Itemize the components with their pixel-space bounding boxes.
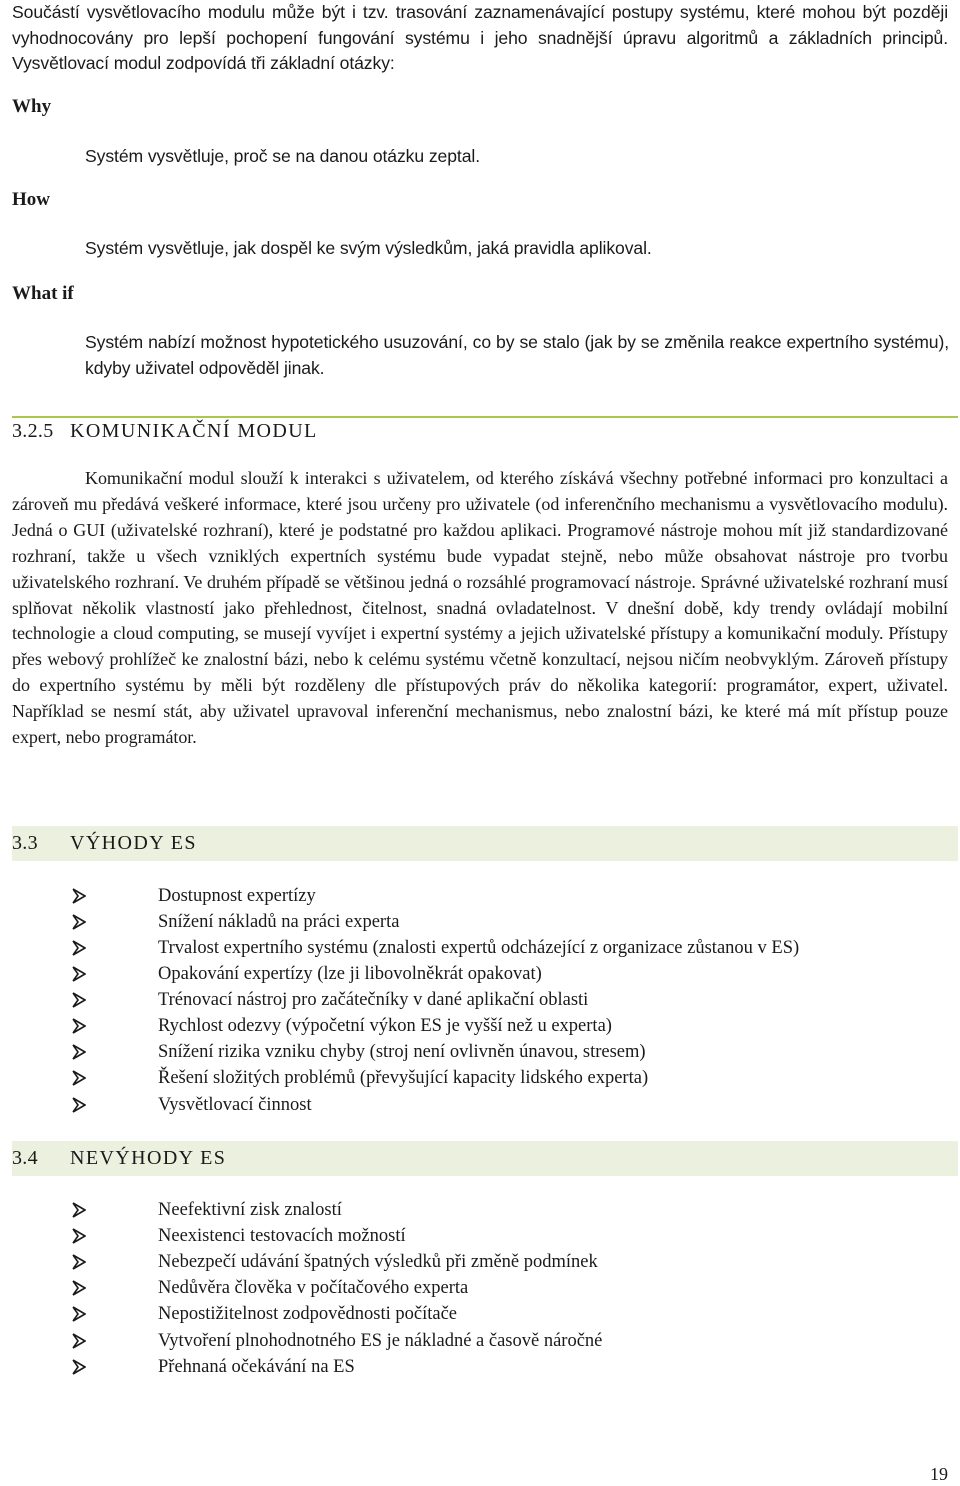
question-text-what-if: Systém nabízí možnost hypotetického usuzování, co by se stalo (jak by se změnila reakce expertního systému), kdyby uživatel odpověděl jinak. xyxy=(85,332,949,378)
section-title: VÝHODY ES xyxy=(70,832,197,854)
section-title: NEVÝHODY ES xyxy=(70,1147,227,1169)
arrowhead-bullet-icon xyxy=(72,888,86,904)
section-heading-komunikacni-modul xyxy=(12,416,958,450)
question-label-what-if: What if xyxy=(12,283,74,304)
arrowhead-bullet-icon xyxy=(72,966,86,982)
page-number: 19 xyxy=(930,1464,948,1484)
list-item-text: Nedůvěra člověka v počítačového experta xyxy=(158,1278,469,1298)
question-label-why: Why xyxy=(12,96,52,117)
list-item-text: Řešení složitých problémů (převyšující kapacity lidského experta) xyxy=(158,1068,649,1088)
list-item-text: Rychlost odezvy (výpočetní výkon ES je vyšší než u experta) xyxy=(158,1016,612,1036)
arrowhead-bullet-icon xyxy=(72,940,86,956)
section-heading-vyhody-es xyxy=(12,826,958,861)
list-item-text: Nepostižitelnost zodpovědnosti počítače xyxy=(158,1304,458,1324)
arrowhead-bullet-icon xyxy=(72,1254,86,1270)
list-item-text: Vytvoření plnohodnotného ES je nákladné a časově náročné xyxy=(158,1331,603,1351)
list-item-text: Trvalost expertního systému (znalosti expertů odcházející z organizace zůstanou v ES) xyxy=(158,938,800,958)
section-heading-nevyhody-es xyxy=(12,1141,958,1176)
arrowhead-bullet-icon xyxy=(72,914,86,930)
arrowhead-bullet-icon xyxy=(72,1280,86,1296)
section-number: 3.3 xyxy=(12,832,38,854)
list-item-text: Neefektivní zisk znalostí xyxy=(158,1200,342,1220)
list-item-text: Opakování expertízy (lze ji libovolněkrát opakovat) xyxy=(158,964,542,984)
section-title: KOMUNIKAČNÍ MODUL xyxy=(70,420,318,442)
list-item-text: Trénovací nástroj pro začátečníky v dané aplikační oblasti xyxy=(158,990,589,1010)
arrowhead-bullet-icon xyxy=(72,1097,86,1113)
list-item-text: Snížení nákladů na práci experta xyxy=(158,912,400,932)
arrowhead-bullet-icon xyxy=(72,1044,86,1060)
section-number: 3.2.5 xyxy=(12,420,54,442)
arrowhead-bullet-icon xyxy=(72,1306,86,1322)
arrowhead-bullet-icon xyxy=(72,1228,86,1244)
arrowhead-bullet-icon xyxy=(72,1070,86,1086)
arrowhead-bullet-icon xyxy=(72,992,86,1008)
section-number: 3.4 xyxy=(12,1147,38,1169)
question-text-why: Systém vysvětluje, proč se na danou otázku zeptal. xyxy=(85,146,480,166)
arrowhead-bullet-icon xyxy=(72,1359,86,1375)
list-item-text: Snížení rizika vzniku chyby (stroj není ovlivněn únavou, stresem) xyxy=(158,1042,646,1062)
question-label-how: How xyxy=(12,189,50,210)
arrowhead-bullet-icon xyxy=(72,1202,86,1218)
list-item-text: Přehnaná očekávání na ES xyxy=(158,1357,355,1377)
list-item-text: Neexistenci testovacích možností xyxy=(158,1226,406,1246)
list-item-text: Nebezpečí udávání špatných výsledků při změně podmínek xyxy=(158,1252,598,1272)
arrowhead-bullet-icon xyxy=(72,1333,86,1349)
komunikacni-modul-paragraph: Komunikační modul slouží k interakci s uživatelem, od kterého získává všechny potřebné informaci pro konzultaci a zároveň mu předává veškeré informace, které jsou určeny pro uživatele (od inferenčního mechanismu a vysvětlovacího modulu). Jedná o GUI (uživatelské rozhraní), které je podstatné pro každou aplikaci. Programové nástroje mohou mít již standardizované rozhraní, takže u všech vzniklých expertních systému bude vypadat stejně, nebo může obsahovat nástroje pro tvorbu uživatelského rozhraní. Ve druhém případě se většinou jedná o rozsáhlé programovací nástroje. Správné uživatelské rozhraní musí splňovat několik vlastností jako přehlednost, čitelnost, snadná ovladatelnost. V dnešní době, kdy trendy ovládají mobilní technologie a cloud computing, se musejí vyvíjet i expertní systémy a jejich uživatelské přístupy a komunikační moduly. Přístupy přes webový prohlížeč ke znalostní bázi, nebo k celému systému včetně konzultací, nejsou ničím neobvyklým. Zároveň přístupy do expertního systému by měli být rozděleny dle přístupových práv do několika kategorií: programátor, expert, uživatel. Například se nesmí stát, aby uživatel upravoval inferenční mechanismus, nebo znalostní bázi, ke které má mít přístup pouze expert, nebo programátor. xyxy=(12,468,948,748)
arrowhead-bullet-icon xyxy=(72,1018,86,1034)
list-item-text: Vysvětlovací činnost xyxy=(158,1095,312,1115)
question-text-how: Systém vysvětluje, jak dospěl ke svým výsledkům, jaká pravidla aplikoval. xyxy=(85,238,652,258)
list-item-text: Dostupnost expertízy xyxy=(158,886,316,906)
intro-paragraph: Součástí vysvětlovacího modulu může být i tzv. trasování zaznamenávající postupy systému, které mohou být později vyhodnocovány pro lepší pochopení fungování systému i jeho snadnější úpravu algoritmů a základních principů. Vysvětlovací modul zodpovídá tři základní otázky: xyxy=(12,2,948,73)
